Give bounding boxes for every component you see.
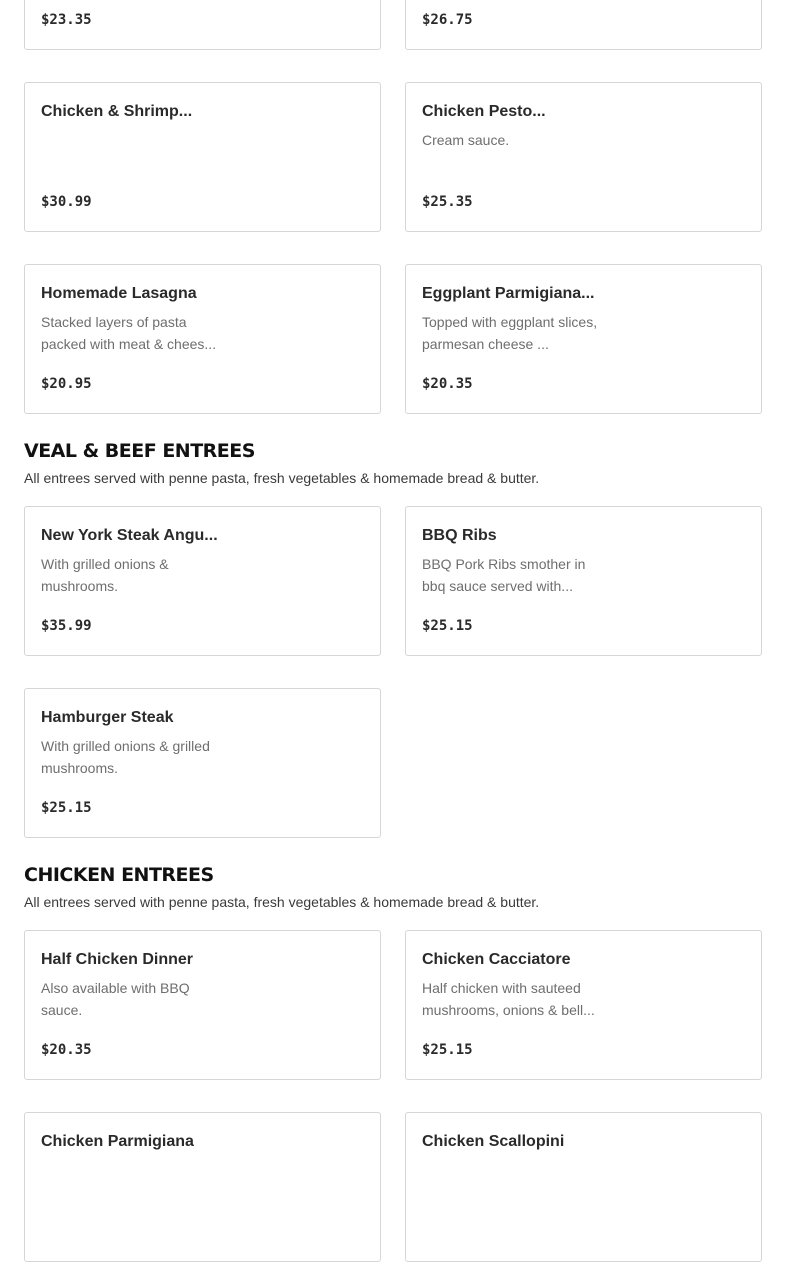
item-name: Homemade Lasagna — [41, 285, 197, 302]
item-price: $35.99 — [41, 618, 92, 634]
menu-item-card[interactable] — [24, 930, 381, 1080]
section-description: All entrees served with penne pasta, fresh vegetables & homemade bread & butter. — [24, 894, 540, 910]
item-price: $25.15 — [41, 800, 92, 816]
item-name: Hamburger Steak — [41, 709, 174, 726]
item-price: $23.35 — [41, 12, 92, 28]
menu-item-card[interactable] — [24, 688, 381, 838]
menu-item-card[interactable] — [24, 264, 381, 414]
item-name: Chicken Pesto... — [422, 103, 546, 120]
menu-item-card[interactable] — [405, 930, 762, 1080]
menu-item-card[interactable] — [405, 264, 762, 414]
item-name: Half Chicken Dinner — [41, 951, 194, 968]
item-name: New York Steak Angu... — [41, 527, 218, 544]
section-description: All entrees served with penne pasta, fresh vegetables & homemade bread & butter. — [24, 470, 540, 486]
item-description: Half chicken with sauteed mushrooms, onions & bell... — [422, 980, 595, 1018]
item-description: BBQ Pork Ribs smother in bbq sauce served with... — [422, 556, 586, 594]
item-price: $25.35 — [422, 194, 473, 210]
menu-item-card[interactable] — [405, 506, 762, 656]
item-description: With grilled onions & mushrooms. — [41, 556, 169, 594]
item-name: Chicken & Shrimp... — [41, 103, 193, 120]
item-name: Chicken Parmigiana — [41, 1133, 194, 1150]
item-description: Also available with BBQ sauce. — [41, 980, 190, 1018]
item-price: $20.95 — [41, 376, 92, 392]
menu-item-card[interactable] — [405, 82, 762, 232]
menu-item-card[interactable] — [24, 506, 381, 656]
section-title-chicken: CHICKEN ENTREES — [24, 864, 214, 886]
item-price: $25.15 — [422, 1042, 473, 1058]
item-price: $30.99 — [41, 194, 92, 210]
menu-item-card[interactable] — [405, 0, 762, 50]
item-price: $25.15 — [422, 618, 473, 634]
item-description: With grilled onions & grilled mushrooms. — [41, 738, 210, 776]
section-title-veal-beef: VEAL & BEEF ENTREES — [24, 440, 255, 462]
item-price: $26.75 — [422, 12, 473, 28]
item-name: Chicken Cacciatore — [422, 951, 571, 968]
item-description: Topped with eggplant slices, parmesan cheese ... — [422, 314, 598, 352]
item-description: Cream sauce. — [422, 132, 510, 148]
menu-item-card[interactable] — [24, 82, 381, 232]
item-name: BBQ Ribs — [422, 527, 497, 544]
item-name: Eggplant Parmigiana... — [422, 285, 595, 302]
menu-item-card[interactable] — [24, 1112, 381, 1262]
item-description: Stacked layers of pasta packed with meat & chees... — [41, 314, 217, 352]
menu-item-card[interactable] — [405, 1112, 762, 1262]
item-name: Chicken Scallopini — [422, 1133, 565, 1150]
menu-item-card[interactable] — [24, 0, 381, 50]
item-price: $20.35 — [41, 1042, 92, 1058]
item-price: $20.35 — [422, 376, 473, 392]
